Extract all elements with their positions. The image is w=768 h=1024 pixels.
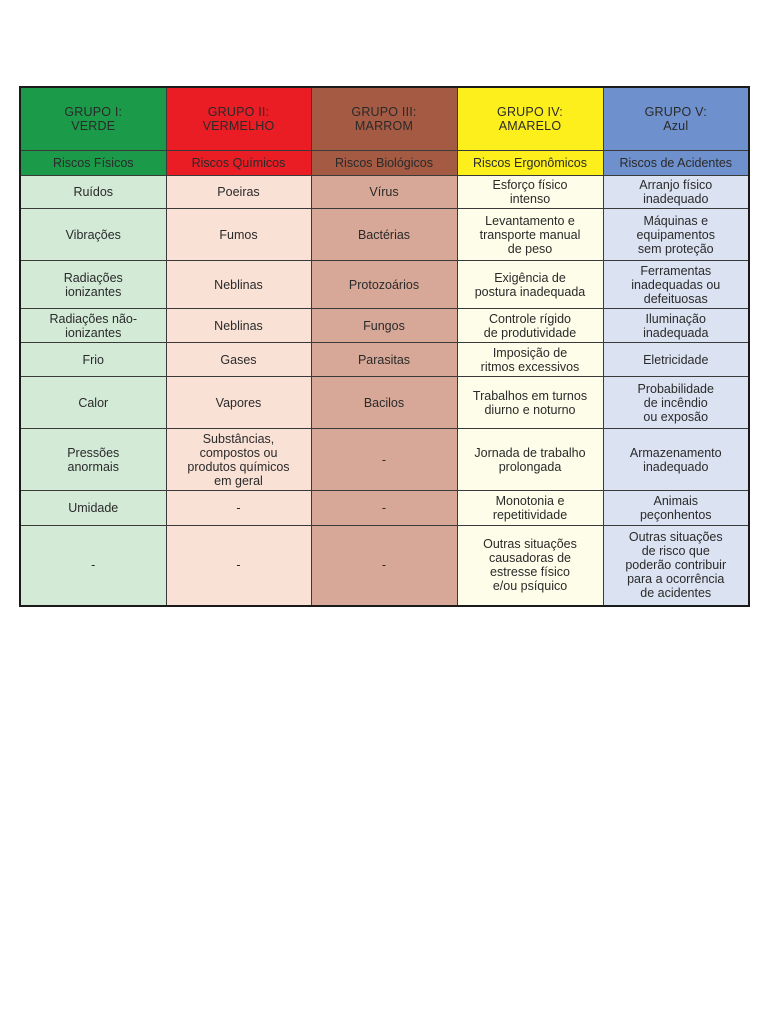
table-row: [20, 176, 749, 209]
table-cell: Armazenamento inadequado: [603, 429, 749, 491]
table-cell: Outras situações causadoras de estresse físico e/ou psíquico: [457, 526, 603, 606]
table-row: [20, 309, 749, 343]
table-cell: Neblinas: [166, 261, 311, 309]
table-cell: Eletricidade: [603, 343, 749, 377]
table-cell: Protozoários: [311, 261, 457, 309]
table-cell: Radiações ionizantes: [20, 261, 166, 309]
table-cell: Trabalhos em turnos diurno e noturno: [457, 377, 603, 429]
table-cell: -: [20, 526, 166, 606]
table-cell: Máquinas e equipamentos sem proteção: [603, 209, 749, 261]
group-5-subtitle: Riscos de Acidentes: [603, 151, 749, 176]
table-cell: Vibrações: [20, 209, 166, 261]
table-row: [20, 377, 749, 429]
table-cell: Bactérias: [311, 209, 457, 261]
table-row: [20, 343, 749, 377]
group-2-subtitle: Riscos Químicos: [166, 151, 311, 176]
group-3-title: GRUPO III: MARROM: [311, 87, 457, 151]
table-row: [20, 491, 749, 526]
table-cell: -: [311, 526, 457, 606]
table-cell: -: [311, 491, 457, 526]
table-cell: Levantamento e transporte manual de peso: [457, 209, 603, 261]
table-cell: Esforço físico intenso: [457, 176, 603, 209]
table-cell: Vapores: [166, 377, 311, 429]
table-cell: Probabilidade de incêndio ou exposão: [603, 377, 749, 429]
table-cell: -: [166, 491, 311, 526]
table-cell: Parasitas: [311, 343, 457, 377]
table-cell: -: [311, 429, 457, 491]
table-cell: Bacilos: [311, 377, 457, 429]
table-row: [20, 261, 749, 309]
group-4-title: GRUPO IV: AMARELO: [457, 87, 603, 151]
table-cell: Frio: [20, 343, 166, 377]
table-cell: Exigência de postura inadequada: [457, 261, 603, 309]
table-cell: Controle rígido de produtividade: [457, 309, 603, 343]
table-cell: Arranjo físico inadequado: [603, 176, 749, 209]
table-cell: Ruídos: [20, 176, 166, 209]
table-cell: Neblinas: [166, 309, 311, 343]
table-row: [20, 429, 749, 491]
group-title-row: [20, 87, 749, 151]
table-row: [20, 526, 749, 606]
table-cell: Poeiras: [166, 176, 311, 209]
group-4-subtitle: Riscos Ergonômicos: [457, 151, 603, 176]
table-cell: Gases: [166, 343, 311, 377]
table-cell: Pressões anormais: [20, 429, 166, 491]
group-subtitle-row: [20, 151, 749, 176]
table-cell: Vírus: [311, 176, 457, 209]
table-cell: Imposição de ritmos excessivos: [457, 343, 603, 377]
table-cell: Outras situações de risco que poderão contribuir para a ocorrência de acidentes: [603, 526, 749, 606]
table-cell: Ferramentas inadequadas ou defeituosas: [603, 261, 749, 309]
group-2-title: GRUPO II: VERMELHO: [166, 87, 311, 151]
table-cell: Umidade: [20, 491, 166, 526]
table-cell: Fumos: [166, 209, 311, 261]
group-3-subtitle: Riscos Biológicos: [311, 151, 457, 176]
table-cell: Jornada de trabalho prolongada: [457, 429, 603, 491]
table-cell: -: [166, 526, 311, 606]
table-cell: Fungos: [311, 309, 457, 343]
table-cell: Iluminação inadequada: [603, 309, 749, 343]
group-1-title: GRUPO I: VERDE: [20, 87, 166, 151]
risk-groups-table: [19, 86, 750, 607]
group-5-title: GRUPO V: Azul: [603, 87, 749, 151]
table-cell: Radiações não- ionizantes: [20, 309, 166, 343]
table-cell: Animais peçonhentos: [603, 491, 749, 526]
group-1-subtitle: Riscos Físicos: [20, 151, 166, 176]
table-cell: Substâncias, compostos ou produtos químicos em geral: [166, 429, 311, 491]
table-cell: Calor: [20, 377, 166, 429]
table-row: [20, 209, 749, 261]
table-cell: Monotonia e repetitividade: [457, 491, 603, 526]
